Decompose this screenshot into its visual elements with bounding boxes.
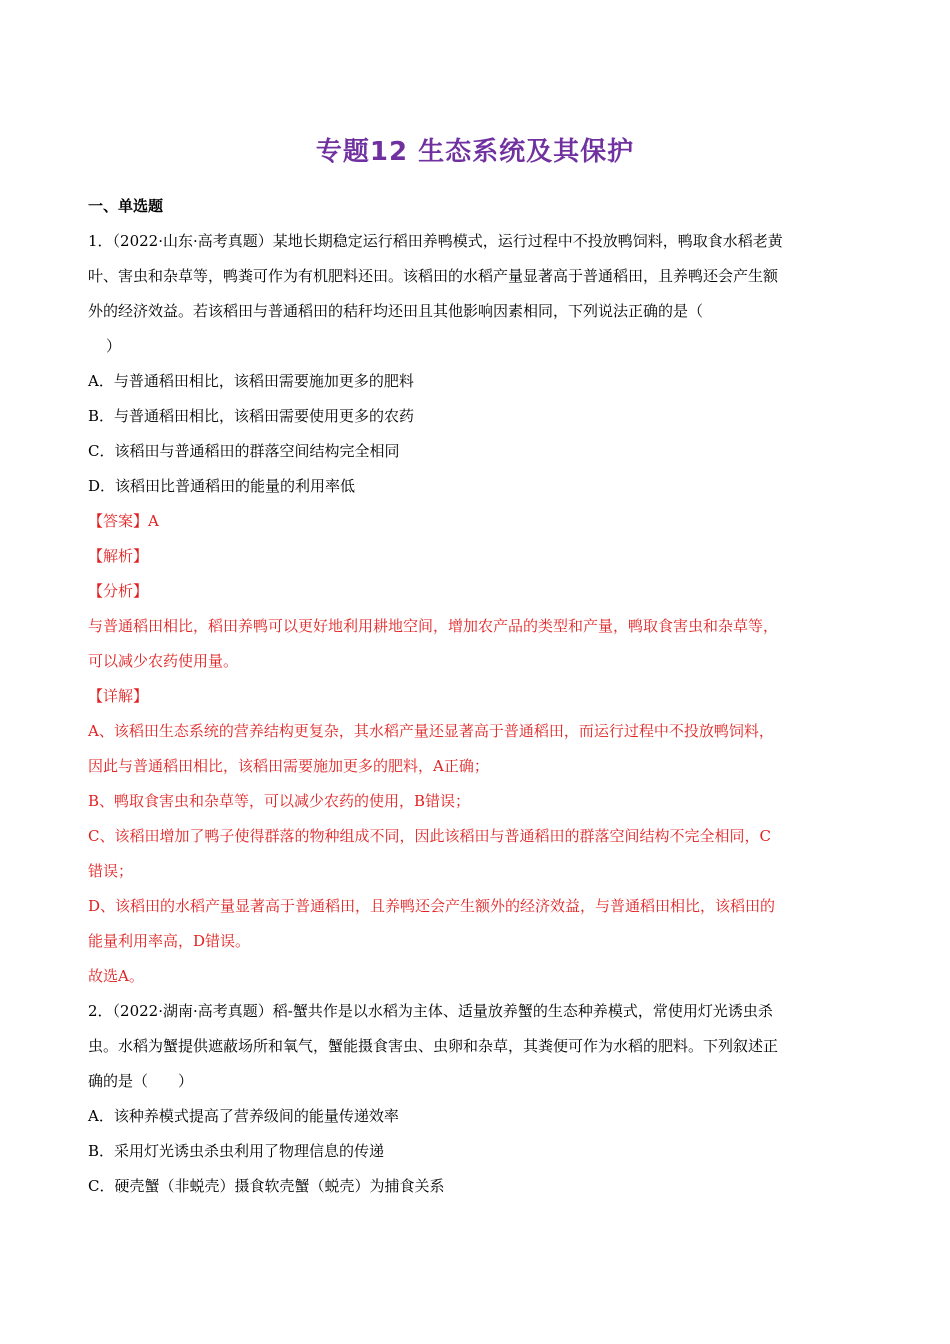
- fenxi-text-line: 与普通稻田相比，稻田养鸭可以更好地利用耕地空间，增加农产品的类型和产量，鸭取食害虫和杂草等，: [88, 617, 779, 635]
- option-c: C．硬壳蟹（非蜕壳）摄食软壳蟹（蜕壳）为捕食关系: [88, 1177, 445, 1195]
- option-d: D．该稻田比普通稻田的能量的利用率低: [88, 477, 356, 495]
- detail-text-line: 错误；: [88, 862, 134, 880]
- detail-label: 【详解】: [88, 687, 149, 705]
- detail-text-line: B、鸭取食害虫和杂草等，可以减少农药的使用，B错误；: [88, 792, 471, 810]
- fenxi-text-line: 可以减少农药使用量。: [88, 652, 239, 670]
- option-b: B．采用灯光诱虫杀虫利用了物理信息的传递: [88, 1142, 385, 1160]
- detail-text-line: C、该稻田增加了鸭子使得群落的物种组成不同，因此该稻田与普通稻田的群落空间结构不完全相同，C: [88, 827, 771, 845]
- page-title: 专题12 生态系统及其保护: [315, 137, 635, 167]
- question-stem-line: 叶、害虫和杂草等，鸭粪可作为有机肥料还田。该稻田的水稻产量显著高于普通稻田，且养鸭还会产生额: [88, 267, 779, 285]
- section-heading: 一、单选题: [88, 197, 164, 215]
- detail-text-line: 因此与普通稻田相比，该稻田需要施加更多的肥料，A正确；: [88, 757, 489, 775]
- question-stem-line: 2．（2022·湖南·高考真题）稻-蟹共作是以水稻为主体、适量放养蟹的生态种养模式，常使用灯光诱虫杀: [88, 1002, 773, 1020]
- question-stem-line: 虫。水稻为蟹提供遮蔽场所和氧气，蟹能摄食害虫、虫卵和杂草，其粪便可作为水稻的肥料。下列叙述正: [88, 1037, 779, 1055]
- analysis-label: 【解析】: [88, 547, 149, 565]
- document-body: [88, 189, 864, 1204]
- question-1: [88, 224, 864, 994]
- detail-text-line: 能量利用率高，D错误。: [88, 932, 251, 950]
- detail-text-line: A、该稻田生态系统的营养结构更复杂，其水稻产量还显著高于普通稻田，而运行过程中不投放鸭饲料，: [88, 722, 774, 740]
- detail-text-line: 故选A。: [88, 967, 144, 985]
- question-2: [88, 994, 864, 1204]
- option-c: C．该稻田与普通稻田的群落空间结构完全相同: [88, 442, 400, 460]
- question-stem-line: ）: [106, 337, 122, 355]
- question-stem-line: 确的是（ ）: [88, 1072, 194, 1090]
- fenxi-label: 【分析】: [88, 582, 149, 600]
- answer-label: 【答案】A: [88, 512, 159, 530]
- question-stem-line: 外的经济效益。若该稻田与普通稻田的秸秆均还田且其他影响因素相同，下列说法正确的是（: [88, 302, 704, 320]
- question-stem-line: 1．（2022·山东·高考真题）某地长期稳定运行稻田养鸭模式，运行过程中不投放鸭饲料，鸭取食水稻老黄: [88, 232, 783, 250]
- option-a: A．该种养模式提高了营养级间的能量传递效率: [88, 1107, 399, 1125]
- option-b: B．与普通稻田相比，该稻田需要使用更多的农药: [88, 407, 415, 425]
- option-a: A．与普通稻田相比，该稻田需要施加更多的肥料: [88, 372, 414, 390]
- detail-text-line: D、该稻田的水稻产量显著高于普通稻田，且养鸭还会产生额外的经济效益，与普通稻田相比，该稻田的: [88, 897, 776, 915]
